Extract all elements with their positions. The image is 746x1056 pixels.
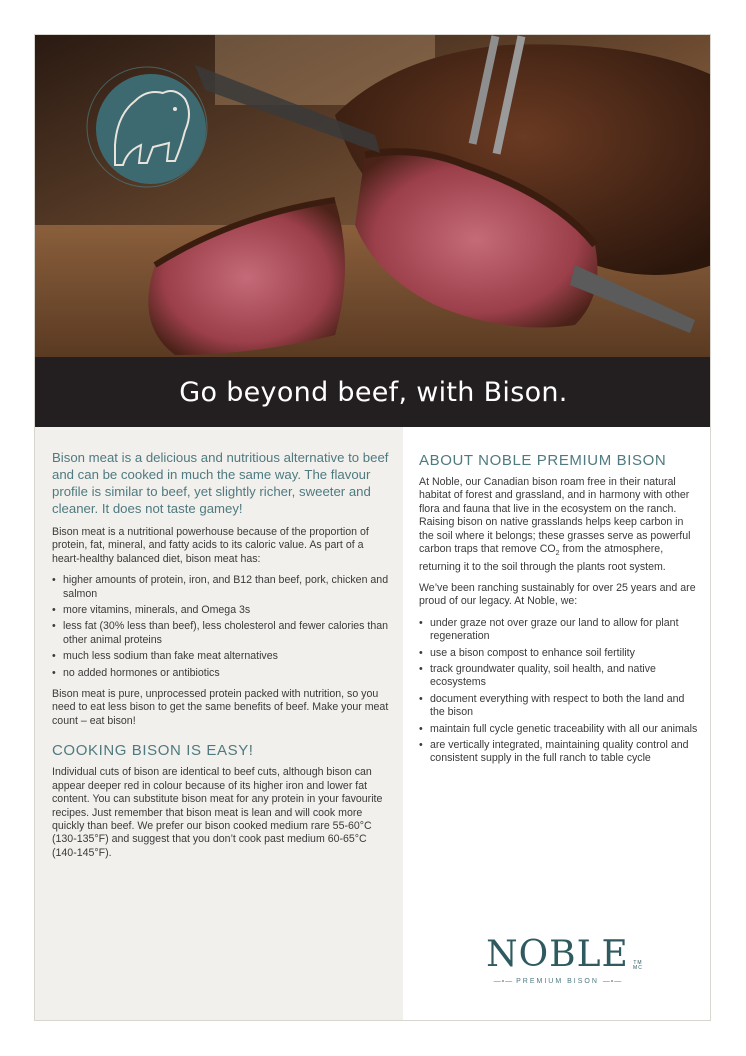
logo-wordmark	[486, 934, 643, 975]
right-column	[403, 427, 711, 1021]
about-heading: ABOUT NOBLE PREMIUM BISON	[419, 452, 667, 469]
ranching-paragraph: We’ve been ranching sustainably for over 25 years and are proud of our legacy. At Noble, we:	[419, 581, 696, 608]
lead-paragraph: Bison meat is a delicious and nutritious alternative to beef and can be cooked in much the same way. The flavour profile is similar to beef, yet slightly richer, sweeter and cleaner. It does not taste gamey!	[52, 450, 389, 516]
list-item: • much less sodium than fake meat alternatives	[52, 650, 389, 663]
list-item: • track groundwater quality, soil health, and native ecosystems	[419, 663, 700, 690]
cooking-heading: COOKING BISON IS EASY!	[52, 742, 254, 760]
co2-subscript: 2	[555, 550, 560, 558]
closing-paragraph: Bison meat is pure, unprocessed protein packed with nutrition, so you need to eat less bison to get the same benefits of beef. Make your meat count – eat bison!	[52, 688, 389, 727]
nutrition-list	[52, 574, 389, 680]
page-title: Go beyond beef, with Bison.	[179, 376, 568, 408]
mc-mark: MC	[633, 965, 643, 971]
about-paragraph	[419, 476, 700, 574]
about-text-b: from the atmosphere, returning it to the soil through the plants root system.	[419, 543, 666, 573]
list-item: • are vertically integrated, maintaining quality control and consistent supply in the full ranch to table cycle	[419, 739, 700, 766]
tagline-dash-right: —∘—	[602, 978, 622, 985]
list-item: • document everything with respect to both the land and the bison	[419, 693, 700, 720]
tagline-text: PREMIUM BISON	[516, 978, 599, 985]
title-banner	[35, 357, 711, 427]
page-frame	[34, 34, 711, 1021]
list-item: • use a bison compost to enhance soil fertility	[419, 647, 700, 660]
steak-photo	[35, 35, 711, 357]
list-item: • higher amounts of protein, iron, and B12 than beef, pork, chicken and salmon	[52, 574, 389, 601]
noble-logo	[403, 934, 711, 985]
list-item: • under graze not over graze our land to allow for plant regeneration	[419, 617, 700, 644]
tagline-dash-left: —∘—	[493, 978, 513, 985]
list-item: • less fat (30% less than beef), less cholesterol and fewer calories than other animal proteins	[52, 620, 389, 647]
logo-trademark	[633, 961, 643, 971]
left-column	[35, 427, 403, 1021]
logo-word-text: NOBLE	[486, 934, 629, 975]
list-item: • maintain full cycle genetic traceability with all our animals	[419, 723, 700, 736]
logo-tagline	[403, 977, 711, 985]
hero-photo	[35, 35, 711, 357]
practices-list	[419, 617, 700, 766]
list-item: • more vitamins, minerals, and Omega 3s	[52, 604, 389, 617]
intro-paragraph: Bison meat is a nutritional powerhouse because of the proportion of protein, fat, mineral, and fatty acids to its caloric value. As part of a heart-healthy balanced diet, bison meat has:	[52, 526, 369, 565]
tm-mark: TM	[633, 960, 643, 966]
cooking-paragraph: Individual cuts of bison are identical to beef cuts, although bison can appear deeper red in colour because of its higher iron and lower fat content. You can substitute bison meat for any protein in your favourite recipes. Just remember that bison meat is lean and will cook more quickly than beef. We prefer our bison cooked medium rare 55-60°C (130-135°F) and suggest that you don’t cook past medium 60-65°C (140-145°F).	[52, 766, 383, 859]
about-text-a: At Noble, our Canadian bison roam free in their natural habitat of forest and grassland, and in harmony with other flora and fauna that live in the ecosystem on the ranch. Raising bison on native grasslands helps keep carbon in the soil where it belongs; these grasses serve as powerful carbon traps that remove CO	[419, 476, 691, 556]
list-item: • no added hormones or antibiotics	[52, 667, 389, 680]
